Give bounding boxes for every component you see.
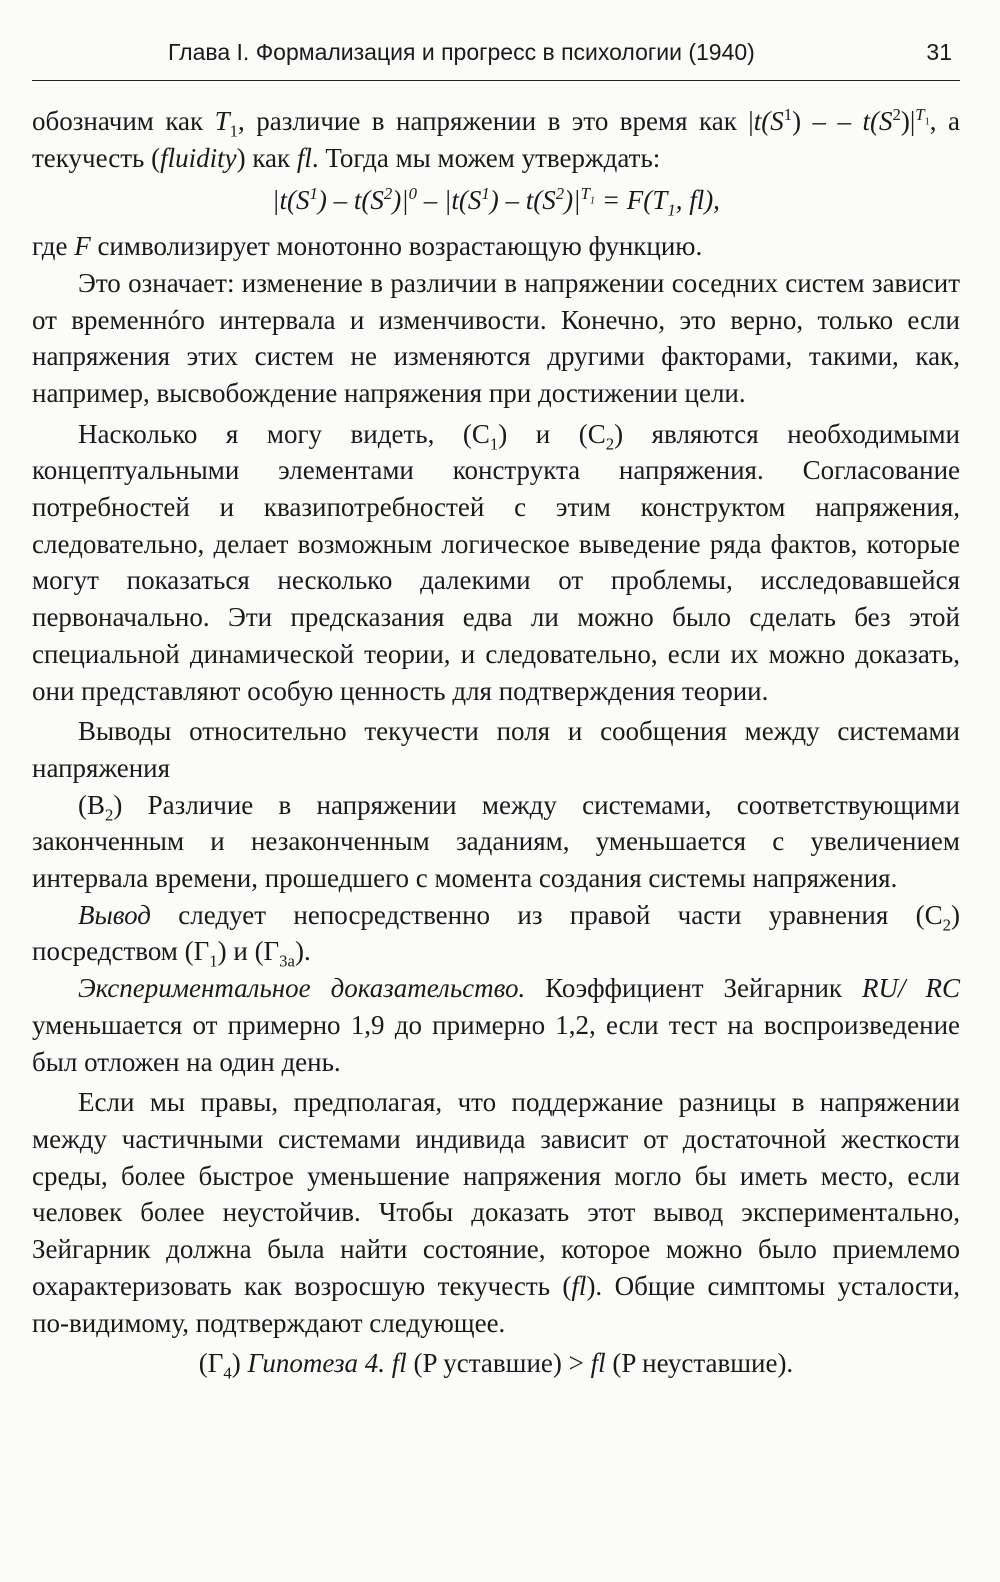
page-number: 31 [926, 39, 952, 65]
chapter-title: Глава I. Формализация и прогресс в психологии (1940) [168, 39, 755, 65]
paragraph-8: Если мы правы, предполагая, что поддержание разницы в напряжении между частичными системами индивида зависит от достаточной жесткости среды, более быстрое уменьшение напряжения могло бы иметь место, если человек более неустойчив. Чтобы доказать этот вывод экспериментально, Зейгарник должна была найти состояние, которое можно было приемлемо охарактеризовать как возросшую текучесть (fl). Общие симптомы усталости, по-видимому, подтверждают следующее. [32, 1087, 960, 1338]
paragraph-3: Насколько я могу видеть, $(C_1)$ и $(C_2)$ являются необходимыми концептуальными элементами конструкта напряжения. Согласование потребностей и квазипотребностей с этим конструктом напряжения, следовательно, делает возможным логическое выведение ряда фактов, которые могут показаться несколько далекими от проблемы, исследовавшейся первоначально. Эти предсказания едва ли можно было сделать без этой специальной динамической теории, и следовательно, если их можно доказать, они представляют особую ценность для подтверждения теории. [32, 418, 960, 706]
hypothesis-4: $(Г_4)$ Гипотеза 4. fl (P уставшие) > fl (P неуставшие). [198, 1348, 794, 1383]
paragraph-1: обозначим как $T_1$, различие в напряжении в это время как $|t(S^1)$ – – $t(S^2)|^{T_1}$, а текучесть (fluidity) как fl. Тогда мы можем утверждать: [32, 105, 961, 173]
page-body [32, 103, 960, 1382]
paragraph-5: $(B_2)$ Различие в напряжении между системами, соответствующими законченным и незаконченным заданиям, уменьшается с увеличением интервала времени, прошедшего с момента создания системы напряжения. [32, 789, 960, 894]
paragraph-6: Вывод следует непосредственно из правой части уравнения $(C_2)$ посредством $(Г_1)$ и $(Г_{3a})$. [32, 899, 960, 971]
paragraph-7: Экспериментальное доказательство. Коэффициент Зейгарник RU/ RC уменьшается от примерно 1,9 до примерно 1,2, если тест на воспроизведение был отложен на один день. [32, 973, 960, 1077]
formula: $|t(S^1) - t(S^2)|^0 - |t(S^1) - t(S^2)|^{T_1} = F(T_1$, fl), [272, 184, 720, 220]
paragraph-4: Выводы относительно текучести поля и сообщения между системами напряжения [32, 716, 960, 783]
paragraph-where: где F символизирует монотонно возрастающую функцию. [32, 231, 703, 262]
running-header [32, 30, 960, 81]
paragraph-2: Это означает: изменение в различии в напряжении соседних систем зависит от временнóго интервала и изменчивости. Конечно, это верно, только если напряжения этих систем не изменяются другими факторами, такими, как, например, высвобождение напряжения при достижении цели. [32, 267, 960, 408]
